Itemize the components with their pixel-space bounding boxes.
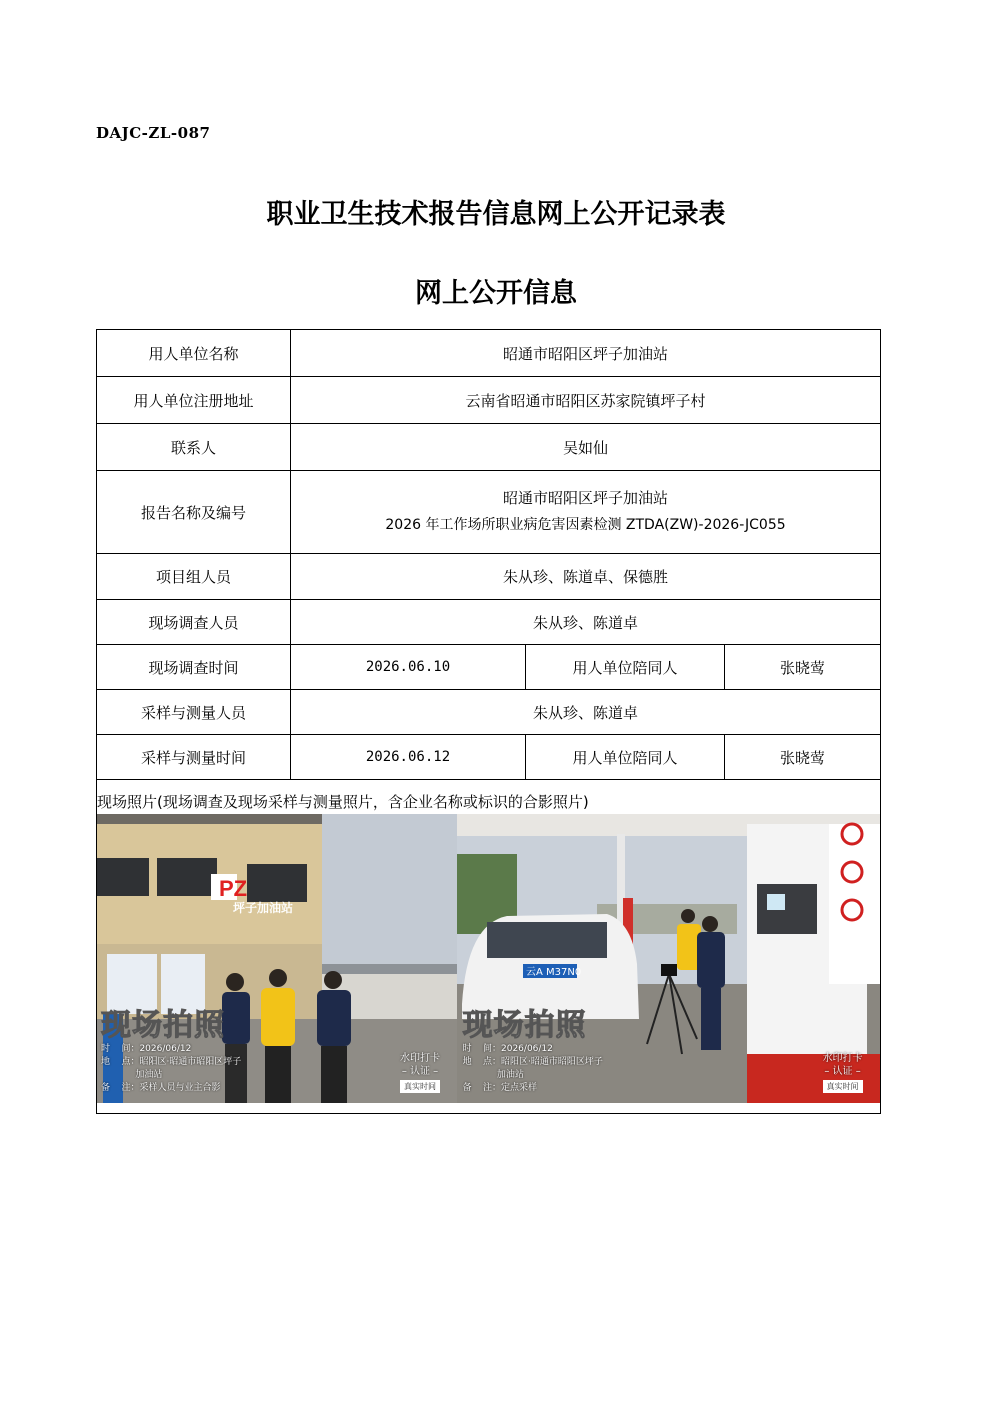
- employer-name-value: 昭通市昭阳区坪子加油站: [291, 330, 881, 377]
- photo-cell: [97, 780, 881, 1114]
- watermark-details: 时 间：2026/06/12 地 点：昭阳区·昭通市昭阳区坪子 加油站 备 注：采样人员与业主合影: [101, 1044, 242, 1093]
- table-row: [97, 330, 881, 377]
- table-row: [97, 600, 881, 645]
- badge-title: 水印打卡: [400, 1053, 440, 1064]
- watermark-title: 现场拍照: [462, 1008, 587, 1043]
- table-row: [97, 377, 881, 424]
- employer-address-value: 云南省昭通市昭阳区苏家院镇坪子村: [291, 377, 881, 424]
- badge-sub: – 认证 –: [401, 1066, 439, 1077]
- sampling-staff-value: 朱从珍、陈道卓: [291, 690, 881, 735]
- table-row: [97, 690, 881, 735]
- person-technician: [697, 916, 725, 1050]
- watermark-badge: [823, 1052, 863, 1093]
- station-logo: PZ: [219, 876, 248, 901]
- project-members-label: 项目组人员: [97, 554, 291, 600]
- table-row: [97, 645, 881, 690]
- survey-escort-label: 用人单位陪同人: [526, 645, 725, 690]
- report-number: 2026 年工作场所职业病危害因素检测 ZTDA(ZW)-2026-JC055: [385, 517, 786, 533]
- report-label: 报告名称及编号: [97, 471, 291, 554]
- survey-escort-value: 张晓莺: [725, 645, 881, 690]
- survey-staff-value: 朱从珍、陈道卓: [291, 600, 881, 645]
- table-row: [97, 554, 881, 600]
- table-row: [97, 780, 881, 1114]
- watermark-badge: [400, 1052, 440, 1093]
- site-photo-group: [97, 814, 457, 1103]
- photo-strip: [97, 814, 880, 1103]
- badge-sub: – 认证 –: [824, 1066, 861, 1077]
- badge-box: 真实时间: [400, 1080, 440, 1093]
- sampling-staff-label: 采样与测量人员: [97, 690, 291, 735]
- report-value: [291, 471, 881, 554]
- table-row: [97, 424, 881, 471]
- employer-name-label: 用人单位名称: [97, 330, 291, 377]
- report-name: 昭通市昭阳区坪子加油站: [503, 489, 669, 507]
- badge-title: 水印打卡: [822, 1053, 863, 1064]
- project-members-value: 朱从珍、陈道卓、保德胜: [291, 554, 881, 600]
- watermark-title: 现场拍照: [101, 1008, 225, 1043]
- page-subtitle: 网上公开信息: [415, 278, 577, 309]
- contact-label: 联系人: [97, 424, 291, 471]
- document-code: DAJC-ZL-087: [96, 124, 211, 142]
- site-photo-sampling: [457, 814, 880, 1103]
- badge-box: 真实时间: [823, 1080, 863, 1093]
- table-row: [97, 471, 881, 554]
- person-right: [317, 971, 351, 1103]
- sampling-escort-value: 张晓莺: [725, 735, 881, 780]
- watermark-details: 时 间：2026/06/12 地 点：昭阳区·昭通市昭阳区坪子 加油站 备 注：定点采样: [462, 1044, 603, 1093]
- station-sign: 坪子加油站: [233, 901, 294, 915]
- table-row: [97, 735, 881, 780]
- contact-value: 吴如仙: [291, 424, 881, 471]
- survey-staff-label: 现场调查人员: [97, 600, 291, 645]
- person-middle: [261, 969, 295, 1103]
- car-plate: 云A M37N0: [525, 967, 581, 978]
- page-title: 职业卫生技术报告信息网上公开记录表: [266, 199, 726, 230]
- employer-address-label: 用人单位注册地址: [97, 377, 291, 424]
- sampling-escort-label: 用人单位陪同人: [526, 735, 725, 780]
- info-table: [96, 329, 881, 1114]
- sampling-time-value: 2026.06.12: [291, 735, 526, 780]
- sampling-time-label: 采样与测量时间: [97, 735, 291, 780]
- photo-caption: 现场照片(现场调查及现场采样与测量照片，含企业名称或标识的合影照片): [97, 793, 589, 811]
- survey-time-label: 现场调查时间: [97, 645, 291, 690]
- survey-time-value: 2026.06.10: [291, 645, 526, 690]
